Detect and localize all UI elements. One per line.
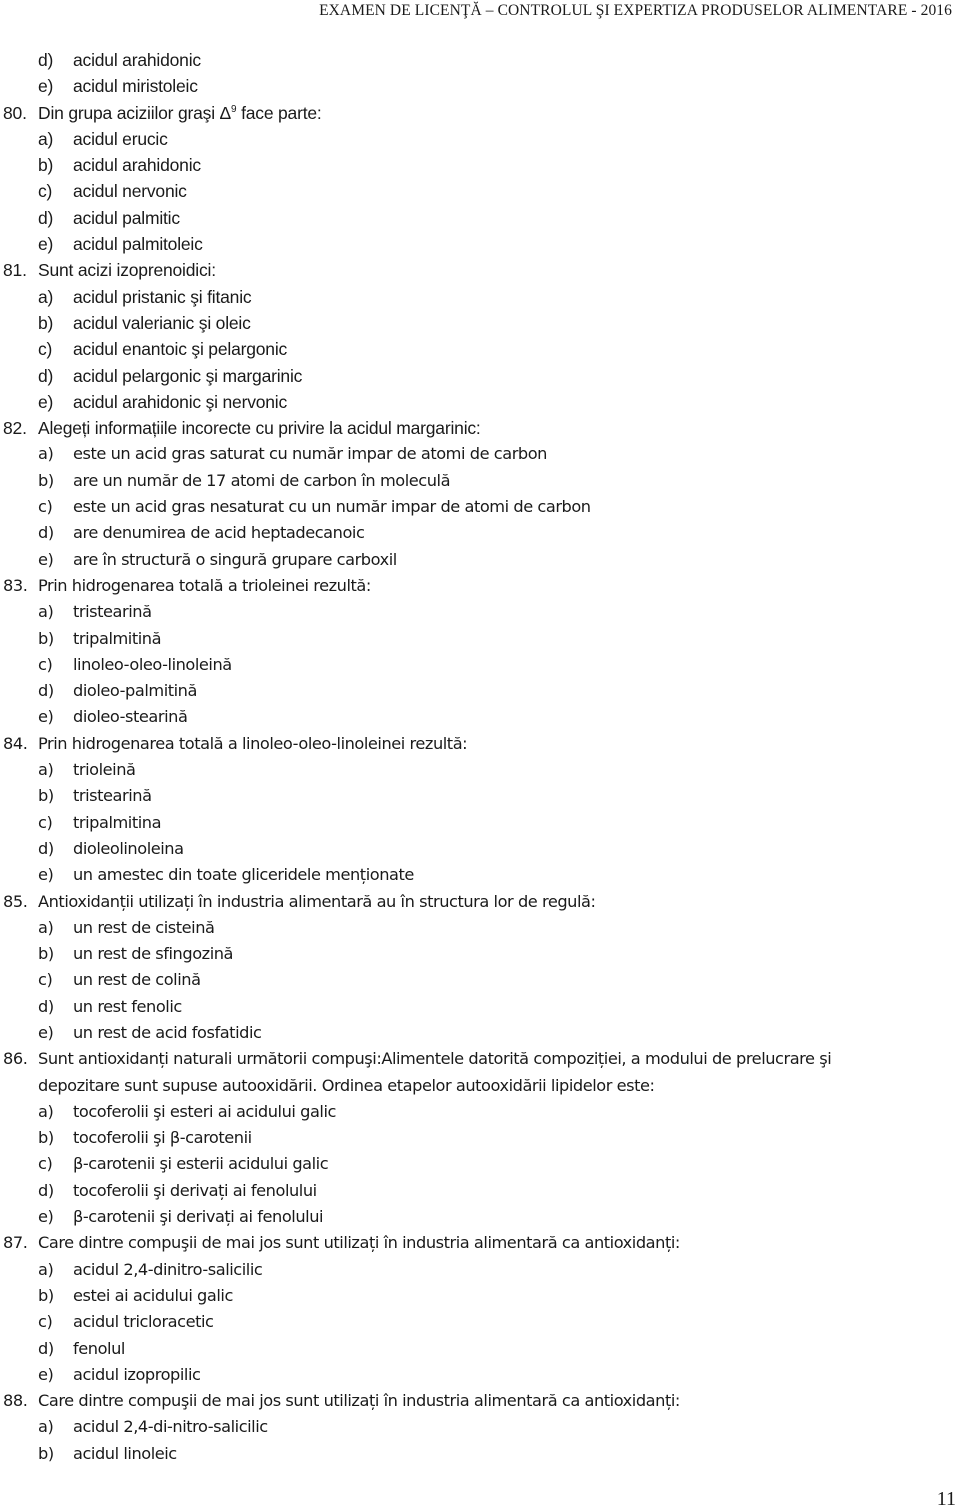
answer-option bbox=[0, 152, 960, 178]
option-text: estei ai acidului galic bbox=[73, 1285, 233, 1305]
question-number: 81. bbox=[3, 260, 27, 281]
option-text: acidul pristanic şi fitanic bbox=[73, 286, 252, 307]
option-text: acidul 2,4-di-nitro-salicilic bbox=[73, 1417, 268, 1437]
option-label: c) bbox=[38, 654, 53, 674]
question-text: Antioxidanții utilizați în industria alimentară au în structura lor de regulă: bbox=[38, 891, 596, 911]
page-number: 11 bbox=[936, 1488, 956, 1510]
option-label: e) bbox=[38, 234, 54, 255]
answer-option bbox=[0, 231, 960, 257]
question-continuation bbox=[0, 1073, 960, 1099]
option-text: acidul enantoic şi pelargonic bbox=[73, 339, 288, 360]
option-label: c) bbox=[38, 1312, 53, 1332]
answer-option bbox=[0, 47, 960, 73]
superscript: 9 bbox=[231, 103, 237, 115]
option-text: β-carotenii şi esterii acidului galic bbox=[73, 1154, 329, 1174]
option-text: un rest de sfingozină bbox=[73, 944, 234, 964]
question bbox=[0, 415, 960, 441]
option-label: d) bbox=[38, 50, 54, 70]
answer-option bbox=[0, 520, 960, 546]
option-label: b) bbox=[38, 1285, 54, 1305]
answer-option bbox=[0, 783, 960, 809]
answer-option bbox=[0, 599, 960, 625]
question-number: 88. bbox=[3, 1391, 28, 1411]
answer-option bbox=[0, 126, 960, 152]
option-text: acidul miristoleic bbox=[73, 76, 198, 97]
option-text: un rest de acid fosfatidic bbox=[73, 1022, 262, 1042]
question-text: Sunt antioxidanți naturali următorii compuşi:Alimentele datorită compoziției, a modului de prelucrare şi bbox=[38, 1049, 832, 1069]
question bbox=[0, 100, 960, 126]
answer-option bbox=[0, 1020, 960, 1046]
option-label: e) bbox=[38, 391, 54, 412]
option-label: d) bbox=[38, 1338, 54, 1358]
answer-option bbox=[0, 1204, 960, 1230]
option-label: c) bbox=[38, 812, 53, 832]
answer-option bbox=[0, 1414, 960, 1440]
option-label: e) bbox=[38, 549, 54, 569]
option-label: a) bbox=[38, 1259, 54, 1279]
answer-option bbox=[0, 810, 960, 836]
option-label: a) bbox=[38, 760, 54, 780]
answer-option bbox=[0, 178, 960, 204]
option-text: acidul palmitic bbox=[73, 207, 180, 228]
answer-option bbox=[0, 1336, 960, 1362]
option-label: d) bbox=[38, 365, 54, 386]
option-text: acidul izopropilic bbox=[73, 1364, 201, 1384]
option-label: a) bbox=[38, 602, 54, 622]
option-text: linoleo-oleo-linoleină bbox=[73, 654, 232, 674]
question bbox=[0, 257, 960, 283]
option-text: este un acid gras saturat cu număr impar de atomi de carbon bbox=[73, 444, 547, 464]
answer-option bbox=[0, 1178, 960, 1204]
answer-option bbox=[0, 1099, 960, 1125]
option-text: acidul arahidonic bbox=[73, 50, 201, 70]
question bbox=[0, 1388, 960, 1414]
question-number: 82. bbox=[3, 418, 27, 439]
option-text: este un acid gras nesaturat cu un număr impar de atomi de carbon bbox=[73, 497, 591, 517]
question-text: Sunt acizi izoprenoidici: bbox=[38, 260, 216, 281]
option-text: tocoferolii şi β-carotenii bbox=[73, 1128, 252, 1148]
option-label: b) bbox=[38, 628, 54, 648]
question bbox=[0, 573, 960, 599]
answer-option bbox=[0, 73, 960, 99]
option-label: d) bbox=[38, 1180, 54, 1200]
option-text: acidul arahidonic bbox=[73, 155, 201, 176]
answer-option bbox=[0, 941, 960, 967]
question-number: 84. bbox=[3, 733, 28, 753]
question bbox=[0, 731, 960, 757]
option-text: acidul pelargonic şi margarinic bbox=[73, 365, 303, 386]
question bbox=[0, 1046, 960, 1072]
option-text: acidul 2,4-dinitro-salicilic bbox=[73, 1259, 263, 1279]
option-text: acidul valerianic şi oleic bbox=[73, 312, 251, 333]
answer-option bbox=[0, 704, 960, 730]
answer-option bbox=[0, 389, 960, 415]
option-text: are un număr de 17 atomi de carbon în moleculă bbox=[73, 470, 451, 490]
answer-option bbox=[0, 468, 960, 494]
option-label: b) bbox=[38, 786, 54, 806]
option-text: acidul erucic bbox=[73, 128, 168, 149]
option-text: acidul tricloracetic bbox=[73, 1312, 214, 1332]
answer-option bbox=[0, 1309, 960, 1335]
question-text-part: Din grupa aciziilor graşi Δ bbox=[38, 102, 232, 123]
answer-option bbox=[0, 994, 960, 1020]
answer-option bbox=[0, 915, 960, 941]
option-text: β-carotenii şi derivați ai fenolului bbox=[73, 1207, 324, 1227]
option-text: trioleină bbox=[73, 760, 136, 780]
answer-option bbox=[0, 757, 960, 783]
question-number: 86. bbox=[3, 1049, 28, 1069]
option-label: a) bbox=[38, 286, 54, 307]
answer-option bbox=[0, 547, 960, 573]
answer-option bbox=[0, 1151, 960, 1177]
question-number: 83. bbox=[3, 575, 28, 595]
question-text bbox=[38, 100, 322, 126]
answer-option bbox=[0, 336, 960, 362]
option-label: d) bbox=[38, 681, 54, 701]
option-label: b) bbox=[38, 155, 54, 176]
answer-option bbox=[0, 1283, 960, 1309]
option-label: e) bbox=[38, 76, 54, 97]
option-label: d) bbox=[38, 207, 54, 228]
option-text: acidul linoleic bbox=[73, 1443, 177, 1463]
answer-option bbox=[0, 626, 960, 652]
question-list bbox=[0, 47, 960, 1467]
option-text: tristearină bbox=[73, 602, 152, 622]
option-label: b) bbox=[38, 944, 54, 964]
option-text: tripalmitina bbox=[73, 812, 162, 832]
question-number: 80. bbox=[3, 102, 27, 123]
answer-option bbox=[0, 862, 960, 888]
answer-option bbox=[0, 1362, 960, 1388]
option-text: un amestec din toate gliceridele menționate bbox=[73, 865, 414, 885]
running-header: EXAMEN DE LICENŢĂ – CONTROLUL ŞI EXPERTIZA PRODUSELOR ALIMENTARE - 2016 bbox=[319, 2, 952, 19]
option-text: tocoferolii şi esteri ai acidului galic bbox=[73, 1101, 336, 1121]
answer-option bbox=[0, 652, 960, 678]
answer-option bbox=[0, 363, 960, 389]
option-label: e) bbox=[38, 707, 54, 727]
question-text: Alegeți informațiile incorecte cu privire la acidul margarinic: bbox=[38, 418, 481, 439]
option-text: are denumirea de acid heptadecanoic bbox=[73, 523, 365, 543]
answer-option bbox=[0, 1257, 960, 1283]
answer-option bbox=[0, 836, 960, 862]
answer-option bbox=[0, 310, 960, 336]
option-label: b) bbox=[38, 470, 54, 490]
option-text: tripalmitină bbox=[73, 628, 162, 648]
question bbox=[0, 889, 960, 915]
option-text: un rest de cisteină bbox=[73, 917, 215, 937]
question-text: Prin hidrogenarea totală a linoleo-oleo-linoleinei rezultă: bbox=[38, 733, 468, 753]
answer-option bbox=[0, 494, 960, 520]
option-text: un rest fenolic bbox=[73, 996, 182, 1016]
option-text: un rest de colină bbox=[73, 970, 201, 990]
option-text: fenolul bbox=[73, 1338, 125, 1358]
question-number: 85. bbox=[3, 891, 28, 911]
answer-option bbox=[0, 1125, 960, 1151]
question-text-part: face parte: bbox=[236, 102, 322, 123]
option-label: d) bbox=[38, 996, 54, 1016]
option-label: a) bbox=[38, 128, 54, 149]
option-label: d) bbox=[38, 838, 54, 858]
option-label: b) bbox=[38, 1128, 54, 1148]
option-label: e) bbox=[38, 865, 54, 885]
option-label: b) bbox=[38, 1443, 54, 1463]
answer-option bbox=[0, 205, 960, 231]
option-label: c) bbox=[38, 970, 53, 990]
answer-option bbox=[0, 284, 960, 310]
option-text: dioleo-stearină bbox=[73, 707, 188, 727]
answer-option bbox=[0, 678, 960, 704]
option-text: dioleolinoleina bbox=[73, 838, 184, 858]
option-text: acidul arahidonic şi nervonic bbox=[73, 391, 288, 412]
answer-option bbox=[0, 967, 960, 993]
option-label: a) bbox=[38, 917, 54, 937]
question bbox=[0, 1230, 960, 1256]
answer-option bbox=[0, 1441, 960, 1467]
question-text: Care dintre compuşii de mai jos sunt utilizați în industria alimentară ca antioxidanți: bbox=[38, 1391, 680, 1411]
option-label: e) bbox=[38, 1207, 54, 1227]
option-label: a) bbox=[38, 444, 54, 464]
question-text: depozitare sunt supuse autooxidării. Ordinea etapelor autooxidării lipidelor este: bbox=[38, 1075, 655, 1095]
option-label: e) bbox=[38, 1022, 54, 1042]
option-label: c) bbox=[38, 1154, 53, 1174]
option-label: a) bbox=[38, 1101, 54, 1121]
option-text: are în structură o singură grupare carboxil bbox=[73, 549, 397, 569]
question-number: 87. bbox=[3, 1233, 28, 1253]
option-label: a) bbox=[38, 1417, 54, 1437]
option-label: c) bbox=[38, 339, 53, 360]
option-label: d) bbox=[38, 523, 54, 543]
question-text: Prin hidrogenarea totală a trioleinei rezultă: bbox=[38, 575, 371, 595]
question-text: Care dintre compuşii de mai jos sunt utilizați în industria alimentară ca antioxidanți: bbox=[38, 1233, 680, 1253]
option-text: acidul palmitoleic bbox=[73, 234, 203, 255]
option-label: e) bbox=[38, 1364, 54, 1384]
option-text: dioleo-palmitină bbox=[73, 681, 197, 701]
option-label: c) bbox=[38, 181, 53, 202]
option-label: c) bbox=[38, 497, 53, 517]
option-text: tocoferolii şi derivați ai fenolului bbox=[73, 1180, 317, 1200]
answer-option bbox=[0, 441, 960, 467]
option-label: b) bbox=[38, 312, 54, 333]
option-text: acidul nervonic bbox=[73, 181, 187, 202]
option-text: tristearină bbox=[73, 786, 152, 806]
